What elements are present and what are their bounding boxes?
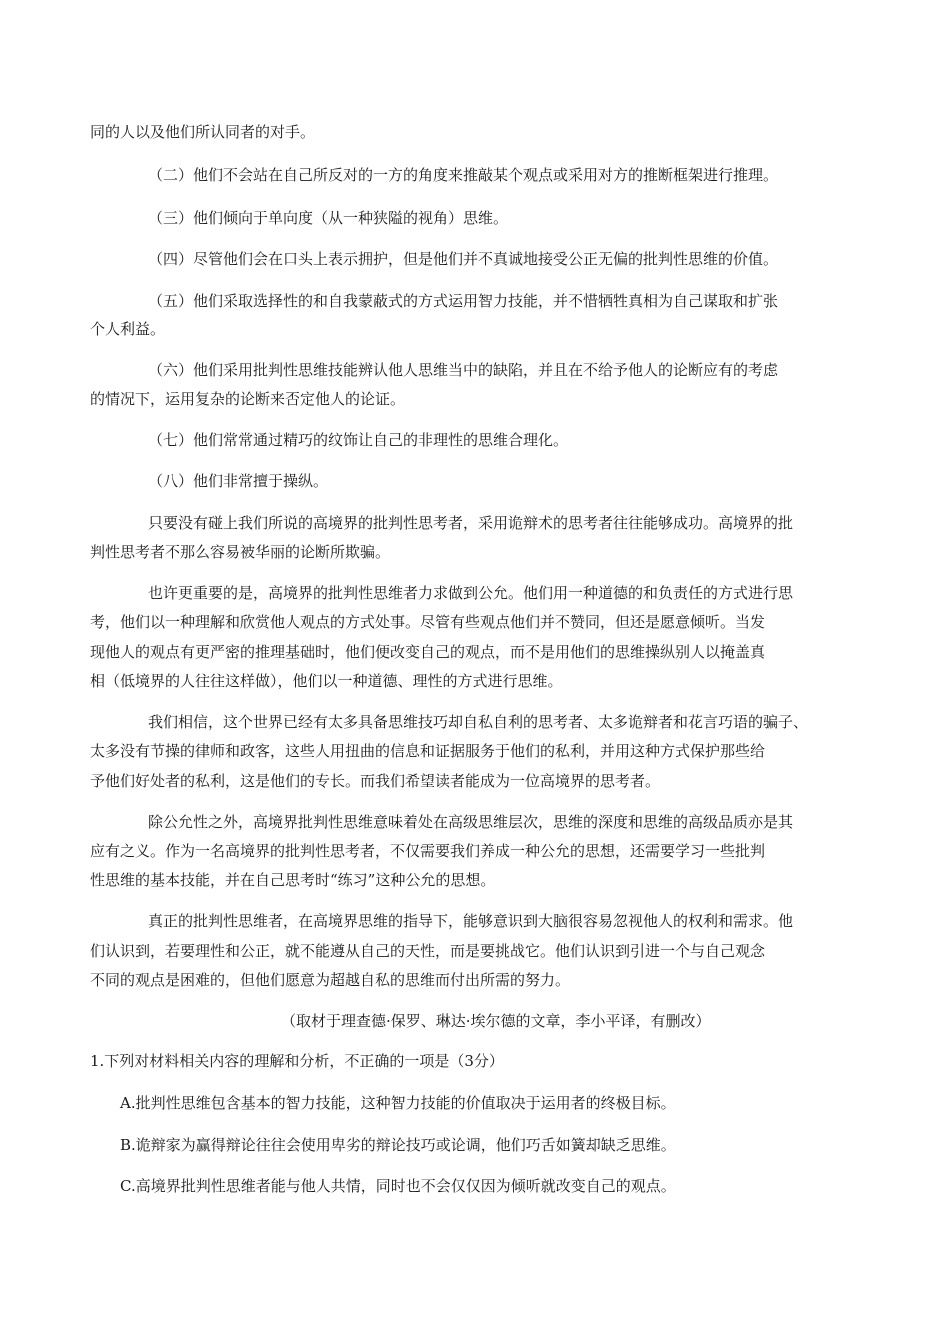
text-line: （五）他们采取选择性的和自我蒙蔽式的方式运用智力技能，并不惜牺牲真相为自己谋取和扩张 bbox=[148, 292, 779, 310]
text-line: 个人利益。 bbox=[90, 320, 166, 338]
text-line: 只要没有碰上我们所说的高境界的批判性思考者，采用诡辩术的思考者往往能够成功。高境界的批 bbox=[148, 514, 794, 532]
text-line: 予他们好处者的私利，这是他们的专长。而我们希望读者能成为一位高境界的思考者。 bbox=[90, 772, 661, 790]
text-line: 们认识到，若要理性和公正，就不能遵从自己的天性，而是要挑战它。他们认识到引进一个与自己观念 bbox=[90, 942, 766, 960]
text-line: 也许更重要的是，高境界的批判性思维者力求做到公允。他们用一种道德的和负责任的方式进行思 bbox=[148, 584, 794, 602]
text-line: （六）他们采用批判性思维技能辨认他人思维当中的缺陷，并且在不给予他人的论断应有的考虑 bbox=[148, 361, 779, 379]
text-line: （七）他们常常通过精巧的纹饰让自己的非理性的思维合理化。 bbox=[148, 431, 569, 449]
text-line: 相（低境界的人往往这样做），他们以一种道德、理性的方式进行思维。 bbox=[90, 672, 563, 690]
text-line: 真正的批判性思维者，在高境界思维的指导下，能够意识到大脑很容易忽视他人的权利和需求。他 bbox=[148, 912, 794, 930]
text-line: 现他人的观点有更严密的推理基础时，他们便改变自己的观点，而不是用他们的思维操纵别人以掩盖真 bbox=[90, 643, 766, 661]
text-line: 判性思考者不那么容易被华丽的论断所欺骗。 bbox=[90, 543, 391, 561]
text-line: （四）尽管他们会在口头上表示拥护，但是他们并不真诚地接受公正无偏的批判性思维的价值。 bbox=[148, 250, 779, 268]
question-stem: 1.下列对材料相关内容的理解和分析，不正确的一项是（3分） bbox=[90, 1052, 504, 1070]
text-line: 太多没有节操的律师和政客，这些人用扭曲的信息和证据服务于他们的私利，并用这种方式保护那些给 bbox=[90, 742, 766, 760]
text-line: 我们相信，这个世界已经有太多具备思维技巧却自私自利的思考者、太多诡辩者和花言巧语的骗子、 bbox=[148, 713, 809, 731]
option-b: B.诡辩家为赢得辩论往往会使用卑劣的辩论技巧或论调，他们巧舌如簧却缺乏思维。 bbox=[120, 1136, 676, 1154]
option-c: C.高境界批判性思维者能与他人共情，同时也不会仅仅因为倾听就改变自己的观点。 bbox=[120, 1177, 676, 1195]
text-line: 除公允性之外，高境界批判性思维意味着处在高级思维层次，思维的深度和思维的高级品质亦是其 bbox=[148, 813, 794, 831]
text-line: 的情况下，运用复杂的论断来否定他人的论证。 bbox=[90, 390, 406, 408]
source-citation: （取材于理查德·保罗、琳达·埃尔德的文章，李小平译，有删改） bbox=[281, 1012, 711, 1030]
text-line: 同的人以及他们所认同者的对手。 bbox=[90, 123, 316, 141]
text-line: 性思维的基本技能，并在自己思考时“练习”这种公允的思想。 bbox=[90, 871, 496, 889]
text-line: 不同的观点是困难的，但他们愿意为超越自私的思维而付出所需的努力。 bbox=[90, 971, 571, 989]
text-line: 考，他们以一种理解和欣赏他人观点的方式处事。尽管有些观点他们并不赞同，但还是愿意倾听。当发 bbox=[90, 613, 766, 631]
text-line: （二）他们不会站在自己所反对的一方的角度来推敲某个观点或采用对方的推断框架进行推理。 bbox=[148, 166, 779, 184]
text-line: 应有之义。作为一名高境界的批判性思考者，不仅需要我们养成一种公允的思想，还需要学习一些批判 bbox=[90, 842, 766, 860]
text-line: （三）他们倾向于单向度（从一种狭隘的视角）思维。 bbox=[148, 209, 509, 227]
text-line: （八）他们非常擅于操纵。 bbox=[148, 472, 329, 490]
option-a: A.批判性思维包含基本的智力技能，这种智力技能的价值取决于运用者的终极目标。 bbox=[120, 1094, 676, 1112]
